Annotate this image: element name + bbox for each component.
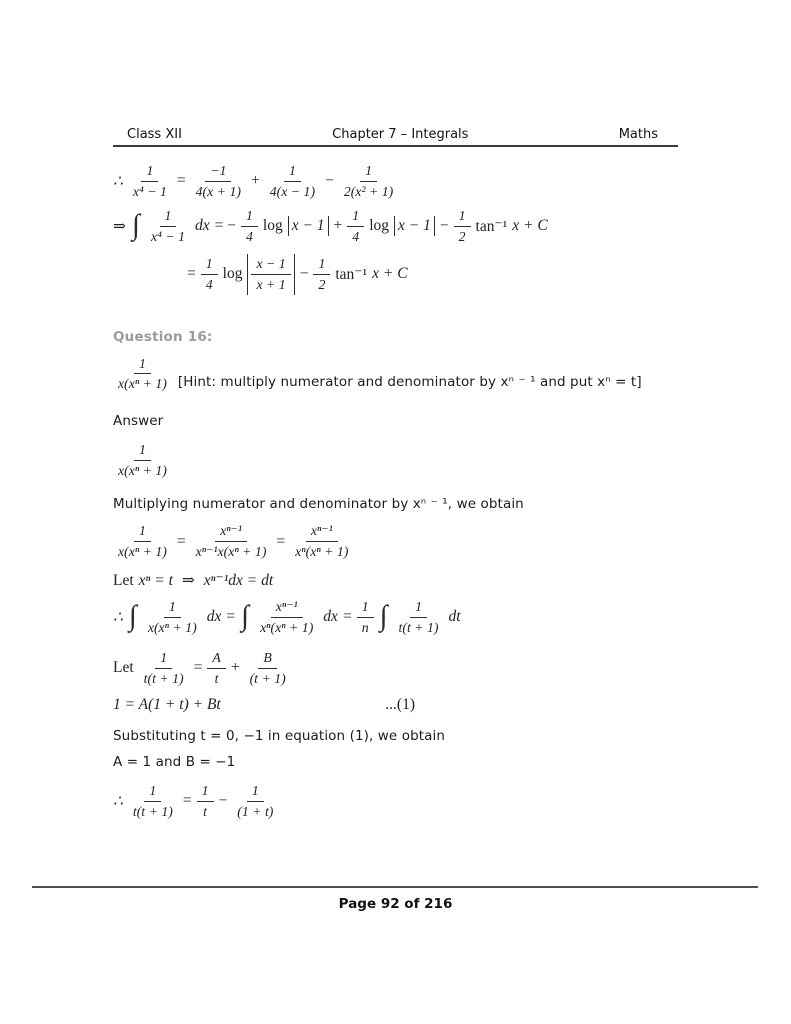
fraction-numerator: A	[207, 649, 225, 669]
answer-label: Answer	[113, 413, 164, 430]
fraction	[207, 649, 225, 688]
fraction-numerator: 1	[247, 782, 264, 802]
equation-partial-fraction-setup	[113, 649, 691, 688]
absolute-value-fraction	[247, 254, 294, 295]
fraction-denominator: 2	[458, 228, 466, 244]
math-text: ∴	[113, 792, 123, 810]
fraction-numerator: −1	[205, 162, 231, 182]
equation-substitution	[113, 571, 691, 590]
footer-divider	[32, 886, 758, 888]
math-text: ⇒	[113, 217, 126, 235]
math-operator: =	[226, 608, 236, 626]
fraction-numerator: 1	[241, 207, 258, 227]
integral-sign: ∫	[379, 600, 388, 633]
fraction	[347, 207, 364, 246]
fraction	[265, 162, 320, 201]
fraction-numerator: x − 1	[251, 255, 290, 275]
fraction-numerator: 1	[155, 649, 172, 669]
question-expression-row	[113, 355, 691, 394]
math-text: ∴	[113, 172, 123, 190]
fraction-numerator: 1	[160, 207, 177, 227]
math-operator: +	[230, 659, 240, 677]
integral-sign: ∫	[241, 600, 250, 633]
paragraph-multiplying: Multiplying numerator and denominator by xⁿ ⁻ ¹, we obtain	[113, 496, 524, 513]
fraction	[251, 255, 290, 294]
fraction	[241, 207, 258, 246]
math-operator: =	[342, 608, 352, 626]
fraction-denominator: xⁿ(xⁿ + 1)	[260, 619, 314, 635]
fraction-denominator: x(xⁿ + 1)	[147, 619, 197, 635]
absolute-value-group: x − 1	[288, 216, 329, 236]
header-chapter-title: Chapter 7 – Integrals	[332, 127, 469, 142]
equation-number: ...(1)	[385, 695, 415, 713]
math-operator: tan⁻¹	[335, 265, 368, 283]
fraction-numerator: xⁿ⁻¹	[271, 598, 303, 618]
equation-partial-fraction-decomposition	[113, 162, 691, 201]
header-subject-label: Maths	[618, 127, 658, 142]
fraction-denominator: n	[361, 619, 369, 635]
fraction-denominator: x⁴ − 1	[132, 183, 167, 199]
equation-multiply-identity	[113, 522, 691, 561]
fraction-denominator: xⁿ⁻¹x(xⁿ + 1)	[195, 544, 267, 560]
math-operator: Let	[113, 659, 134, 677]
paragraph-ab-values: A = 1 and B = −1	[113, 753, 236, 770]
fraction-denominator: t	[214, 670, 219, 686]
math-text: dx	[194, 217, 210, 235]
fraction-numerator: 1	[197, 782, 214, 802]
numbered-equation-row	[113, 696, 415, 714]
math-text: x + C	[512, 217, 548, 235]
math-operator: −	[439, 217, 449, 235]
equation-integral-transform	[113, 598, 691, 637]
equation-one	[113, 696, 221, 714]
fraction-numerator: 1	[360, 162, 377, 182]
math-operator: Let	[113, 571, 134, 589]
math-operator: tan⁻¹	[475, 217, 508, 235]
fraction-denominator: (1 + t)	[237, 803, 274, 819]
fraction-numerator: 1	[357, 598, 374, 618]
math-text: 1 = A(1 + t) + Bt	[113, 695, 221, 713]
page-number-label: Page 92 of 216	[338, 896, 453, 912]
fraction-denominator: 4	[352, 228, 360, 244]
fraction	[394, 598, 444, 637]
fraction-numerator: 1	[134, 355, 151, 375]
fraction-numerator: 1	[284, 162, 301, 182]
fraction-numerator: 1	[144, 782, 161, 802]
fraction-denominator: 2(x² + 1)	[343, 183, 394, 199]
paragraph-substituting: Substituting t = 0, −1 in equation (1), we obtain	[113, 727, 446, 744]
math-text: dt	[448, 608, 461, 626]
fraction-numerator: xⁿ⁻¹	[215, 522, 247, 542]
math-text: x + C	[372, 265, 408, 283]
fraction	[357, 598, 374, 637]
fraction-denominator: x(xⁿ + 1)	[118, 544, 167, 560]
fraction	[143, 598, 202, 637]
question-heading: Question 16:	[113, 328, 213, 345]
math-operator: log	[369, 217, 390, 235]
fraction-denominator: x⁴ − 1	[150, 228, 185, 244]
question-hint: [Hint: multiply numerator and denominator by xⁿ ⁻ ¹ and put xⁿ = t]	[177, 374, 642, 391]
fraction	[454, 207, 471, 246]
fraction	[197, 782, 214, 821]
page-header	[113, 127, 678, 147]
fraction-denominator: t(t + 1)	[398, 619, 439, 635]
math-text: dx	[206, 608, 222, 626]
math-operator: −	[218, 792, 228, 810]
math-operator: =	[193, 659, 203, 677]
fraction	[339, 162, 398, 201]
equation-final-partial-fractions	[113, 782, 691, 821]
fraction	[313, 255, 330, 294]
math-text: xⁿ⁻¹dx = dt	[203, 572, 274, 590]
fraction	[113, 522, 172, 561]
math-operator: =	[176, 532, 186, 550]
fraction-denominator: x + 1	[256, 276, 286, 292]
fraction-denominator: 4	[205, 276, 213, 292]
math-operator: = −	[214, 217, 236, 235]
answer-expression	[113, 441, 691, 480]
equation-simplified-result	[187, 254, 691, 295]
math-text: dx	[323, 608, 338, 626]
fraction-denominator: x(xⁿ + 1)	[118, 463, 167, 479]
fraction-numerator: 1	[347, 207, 364, 227]
math-operator: =	[276, 532, 286, 550]
math-operator: +	[333, 217, 343, 235]
fraction	[139, 649, 189, 688]
math-operator: log	[262, 217, 283, 235]
fraction-numerator: 1	[454, 207, 471, 227]
fraction	[113, 355, 172, 394]
integral-sign: ∫	[128, 600, 137, 633]
fraction-denominator: t	[203, 803, 207, 819]
fraction	[146, 207, 190, 246]
absolute-value-group: x − 1	[394, 216, 435, 236]
math-operator: −	[325, 172, 334, 190]
fraction	[290, 522, 353, 561]
math-operator: log	[222, 265, 243, 283]
fraction-numerator: 1	[410, 598, 427, 618]
fraction-numerator: 1	[201, 255, 218, 275]
fraction-denominator: 2	[318, 276, 326, 292]
fraction-denominator: t(t + 1)	[132, 803, 173, 819]
fraction-numerator: 1	[141, 162, 158, 182]
fraction	[128, 782, 178, 821]
fraction	[255, 598, 318, 637]
equation-integral-result	[113, 207, 691, 246]
fraction	[245, 649, 291, 688]
equation-number-label	[385, 696, 415, 714]
fraction-numerator: 1	[164, 598, 181, 618]
fraction	[113, 441, 172, 480]
fraction-numerator: 1	[134, 522, 151, 542]
math-text: xⁿ = t	[138, 571, 173, 589]
math-operator: ⇒	[177, 572, 199, 590]
math-operator: =	[187, 265, 196, 283]
fraction-numerator: xⁿ⁻¹	[306, 522, 338, 542]
math-operator: =	[182, 792, 192, 810]
integral-sign: ∫	[132, 208, 140, 241]
fraction-numerator: B	[258, 649, 276, 669]
fraction-numerator: 1	[313, 255, 330, 275]
fraction-denominator: 4	[245, 228, 253, 244]
math-operator: −	[299, 265, 309, 283]
header-class-label: Class XII	[127, 127, 182, 142]
fraction-denominator: (t + 1)	[249, 670, 286, 686]
page-content	[113, 146, 691, 821]
math-operator: =	[176, 172, 186, 190]
math-text: ∴	[113, 608, 123, 626]
fraction	[191, 162, 246, 201]
fraction	[191, 522, 272, 561]
fraction-numerator: 1	[134, 441, 151, 461]
fraction-denominator: x(xⁿ + 1)	[118, 376, 167, 392]
question-expression	[113, 355, 172, 394]
fraction-denominator: 4(x − 1)	[269, 183, 316, 199]
fraction-denominator: xⁿ(xⁿ + 1)	[295, 544, 349, 560]
fraction	[232, 782, 278, 821]
fraction	[128, 162, 172, 201]
math-operator: +	[250, 172, 260, 190]
fraction	[201, 255, 218, 294]
fraction-denominator: t(t + 1)	[143, 670, 184, 686]
fraction-denominator: 4(x + 1)	[195, 183, 241, 199]
